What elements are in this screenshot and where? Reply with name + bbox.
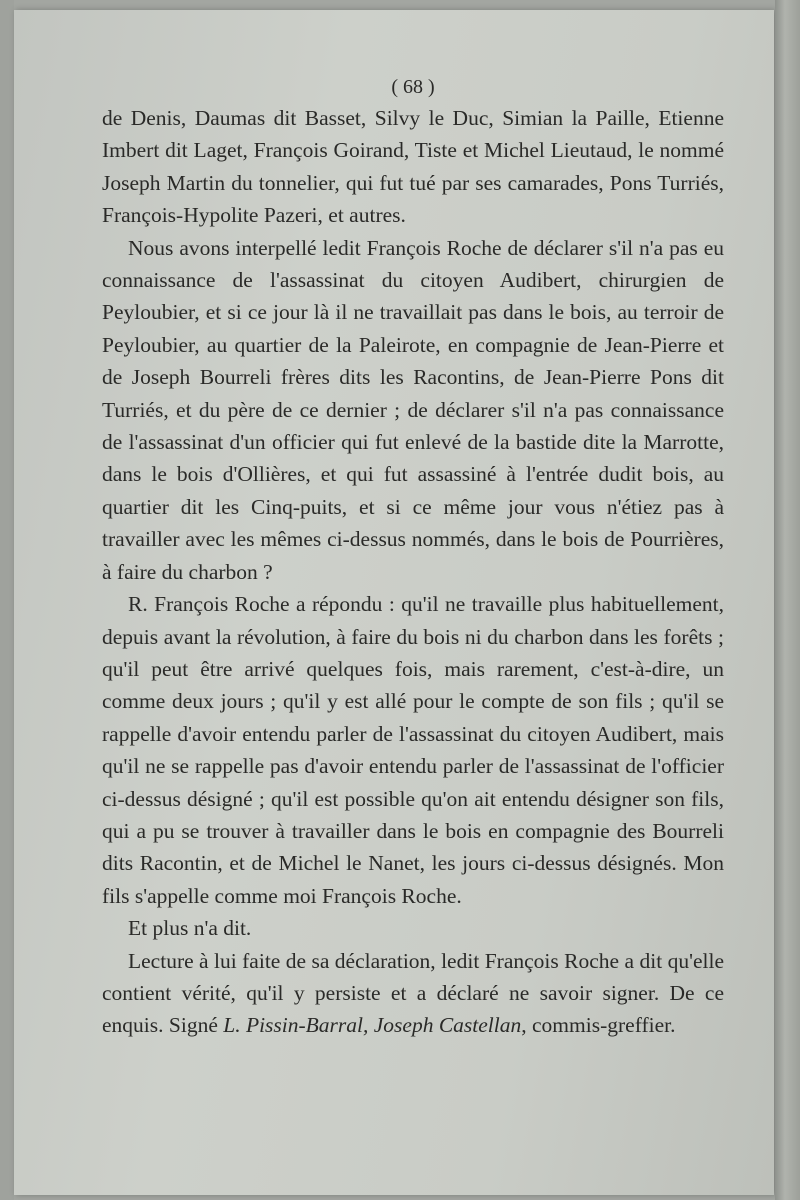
paragraph-response: R. François Roche a répondu : qu'il ne travaille plus habituellement, depuis avant la révolution, à faire du bois ni du charbon dans les forêts ; qu'il peut être arrivé quelques fois, mais rarement, c'est-à-dire, un comme deux jours ; qu'il y est allé pour le compte de son fils ; qu'il se rappelle d'avoir entendu parler de l'assassinat du citoyen Audibert, mais qu'il ne se rappelle pas d'avoir entendu parler de l'assassinat de l'officier ci-dessus désigné ; qu'il est possible qu'on ait entendu désigner son fils, qui a pu se trouver à travailler dans le bois en compagnie des Bourreli dits Racontin, et de Michel le Nanet, les jours ci-dessus désignés. Mon fils s'appelle comme moi François Roche. bbox=[102, 592, 724, 908]
page-edge bbox=[775, 0, 800, 1200]
page-text bbox=[102, 72, 724, 1042]
page-number: ( 68 ) bbox=[391, 76, 435, 98]
reading-text: Lecture à lui faite de sa déclaration, ledit François Roche a dit qu'elle contient vérité, qu'il y persiste et a déclaré ne savoir signer. De ce enquis. Signé bbox=[102, 948, 724, 1038]
paragraph-reading bbox=[102, 945, 724, 1042]
left-shadow bbox=[0, 0, 14, 1200]
paragraph-interpellation: Nous avons interpellé ledit François Roche de déclarer s'il n'a pas eu connaissance de l'assassinat du citoyen Audibert, chirurgien de Peyloubier, et si ce jour là il ne travaillait pas dans le bois, au terroir de Peyloubier, au quartier de la Paleirote, en compagnie de Jean-Pierre et de Joseph Bourreli frères dits les Racontins, de Jean-Pierre Pons dit Turriés, et du père de ce dernier ; de déclarer s'il n'a pas connaissance de l'assassinat d'un officier qui fut enlevé de la bastide dite la Marrotte, dans le bois d'Ollières, et qui fut assassiné à l'entrée dudit bois, au quartier dit les Cinq-puits, et si ce même jour vous n'étiez pas à travailler avec les mêmes ci-dessus nommés, dans le bois de Pourrières, à faire du charbon ? bbox=[102, 235, 724, 584]
signature-role: , commis-greffier. bbox=[521, 1013, 676, 1038]
paragraph-continuation: de Denis, Daumas dit Basset, Silvy le Duc, Simian la Paille, Etienne Imbert dit Laget, François Goirand, Tiste et Michel Lieutaud, le nommé Joseph Martin du tonnelier, qui fut tué par ses camarades, Pons Turriés, François-Hypolite Pazeri, et autres. bbox=[102, 106, 724, 228]
signature-names: L. Pissin-Barral, Joseph Castellan bbox=[223, 1013, 522, 1038]
paragraph-closing: Et plus n'a dit. bbox=[128, 916, 252, 941]
